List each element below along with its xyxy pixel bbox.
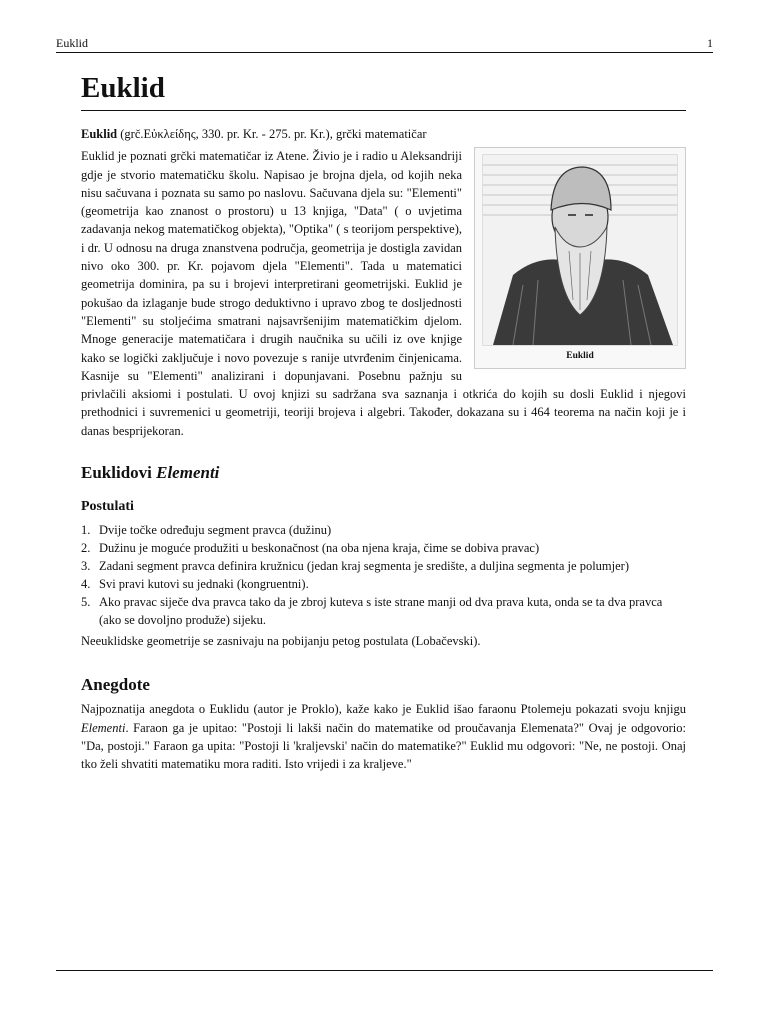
anecdote-book-title: Elementi [81, 720, 126, 735]
page-number: 1 [707, 36, 713, 50]
list-item-text: Dužinu je moguće produžiti u beskonačnost (na oba njena kraja, čime se dobiva pravac) [99, 541, 540, 556]
list-item-text: Svi pravi kutovi su jednaki (kongruentni). [99, 577, 309, 592]
lead-rest: (grč.Εὐκλείδης, 330. pr. Kr. - 275. pr. Kr.), grčki matematičar [117, 127, 427, 141]
list-item-number: 2. [81, 541, 91, 556]
section-heading-elementi [81, 462, 686, 484]
title-divider [81, 110, 686, 111]
portrait-image [482, 154, 678, 346]
section-heading-anegdote: Anegdote [81, 675, 150, 695]
list-item-number: 4. [81, 577, 91, 592]
list-item-text: Zadani segment pravca definira kružnicu (jedan kraj segmenta je središte, a duljina segmenta je polumjer) [99, 559, 629, 574]
list-item [81, 575, 686, 593]
running-head [56, 36, 713, 52]
list-item-number: 3. [81, 559, 91, 574]
page-title: Euklid [81, 72, 165, 104]
lead-bold-name: Euklid [81, 127, 118, 141]
article-body [81, 70, 686, 774]
list-item-text: Ako pravac siječe dva pravca tako da je zbroj kuteva s iste strane manji od dva prava kuta, onda se ta dva pravca (ako se dovoljno produže) sijeku. [99, 595, 663, 628]
running-head-title: Euklid [56, 36, 88, 50]
list-item [81, 539, 686, 557]
list-item [81, 557, 686, 575]
list-item-number: 5. [81, 595, 91, 610]
postulates-list [81, 521, 686, 629]
footer-divider [56, 970, 713, 971]
euclid-portrait-engraving [483, 155, 677, 345]
list-item-text: Dvije točke određuju segment pravca (dužinu) [99, 523, 332, 538]
portrait-caption: Euklid [566, 351, 594, 362]
section-heading-elementi-italic: Elementi [156, 463, 220, 483]
list-item [81, 521, 686, 539]
list-item [81, 593, 686, 629]
anecdote-text-part-1: Najpoznatija anegdota o Euklidu (autor je Proklo), kaže kako je Euklid išao faraonu Ptolemeju pokazati svoju knjigu [81, 702, 686, 717]
subheading-postulati: Postulati [81, 499, 134, 515]
portrait-figure [474, 147, 686, 369]
anecdote-paragraph [81, 700, 686, 773]
header-divider [56, 52, 713, 53]
intro-paragraph: Euklid je poznati grčki matematičar iz Atene. Živio je i radio u Aleksandriji gdje je stvorio matematičku školu. Napisao je brojna djela, od kojih neka nisu sačuvana i poznata su samo po naslovu. Sačuvana djela su: "Elementi" (geometrija kao znanost o prostoru) u 13 knjiga, "Data" ( o uvjetima zadavanja nekog matematičkog objekta), "Optika" ( s teorijom perspektive), i dr. U odnosu na druga znanstvena područja, geometrija je dostigla zavidan nivo oko 300. pr. Kr. pojavom djela "Elementi". Tada u matematici geometrija dominira, pa su i brojevi interpretirani geometrijski. Euklid je pokušao da izlaganje bude strogo deduktivno i upravo zbog te dosljednosti "Elementi" su stoljećima smatrani najsavršenijim matematičkim djelom. Mnoge generacije matematičara i drugih naučnika su učili iz ove knjige kako se logički zaključuje i novo povezuje s ranije utvrđenim činjenicama. Kasnije su "Elementi" analizirani i dopunjavani. Posebnu pažnju su privlačili aksiomi i postulati. U ovoj knjizi su sadržana sva saznanja i otkrića do kojih su dosli Euklid i njegovi prethodnici i suvremenici u geometriji, teoriji brojeva i algebri. Također, dokazana su i 464 teorema na način koji je i danas besprijekoran. [81, 149, 686, 438]
anecdote-text-part-2: . Faraon ga je upitao: "Postoji li lakši način do matematike od proučavanja Elemenata?" Ovaj je odgovorio: "Da, postoji." Faraon ga upita: "Postoji li 'kraljevski' način do matematike?" Euklid mu odgovori: "Ne, ne postoji. Onaj tko želi shvatiti matematiku mora raditi. Isto vrijedi i za kraljeve." [81, 720, 686, 772]
postulates-note: Neeuklidske geometrije se zasnivaju na pobijanju petog postulata (Lobačevski). [81, 634, 481, 649]
list-item-number: 1. [81, 523, 91, 538]
section-heading-elementi-plain: Euklidovi [81, 463, 157, 483]
lead-sentence [81, 125, 686, 143]
